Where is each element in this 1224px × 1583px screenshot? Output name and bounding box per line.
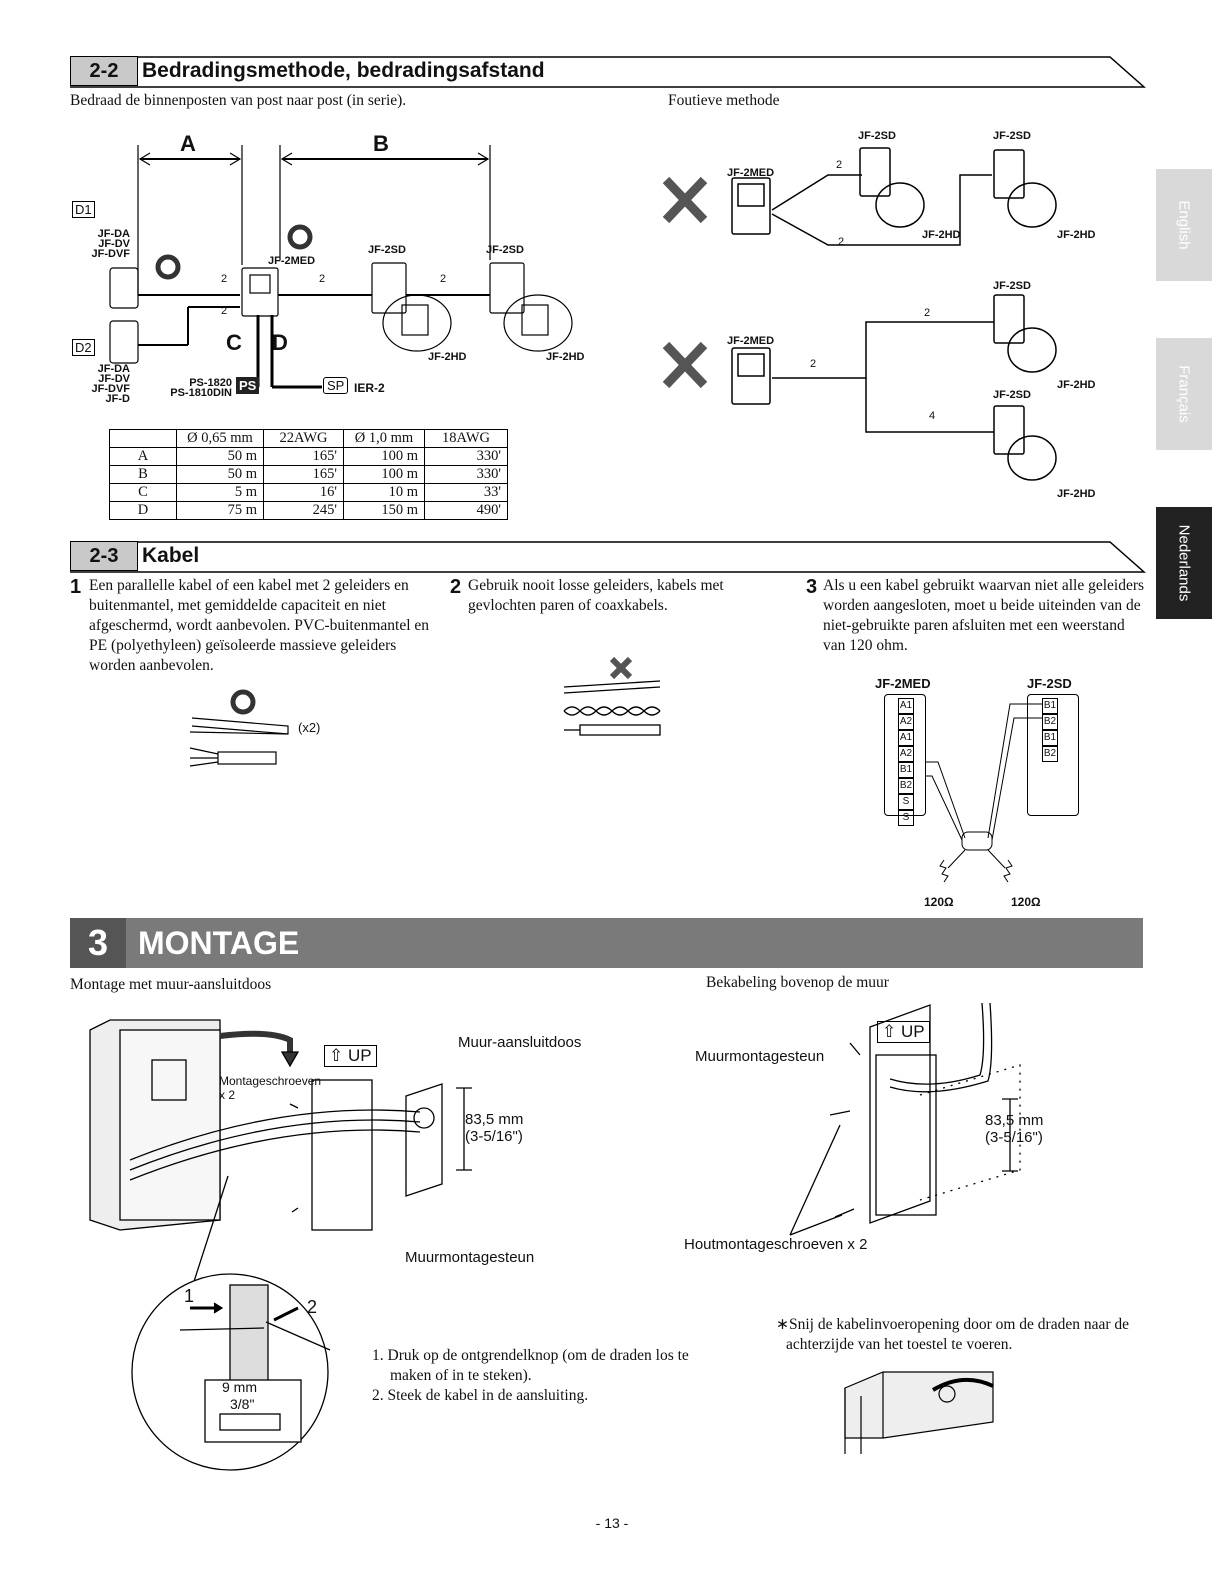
mounting-caption-left: Montage met muur-aansluitdoos — [70, 976, 272, 993]
label-d: D — [272, 330, 288, 355]
wiring-intro: Bedraad de binnenposten van post naar post (in serie). — [70, 92, 407, 109]
table-header-row: Ø 0,65 mm 22AWG Ø 1,0 mm 18AWG — [110, 430, 508, 448]
cable-entry-illustration — [843, 1368, 1013, 1458]
section-2-2-header — [70, 56, 1145, 86]
strip-length-in: 3/8" — [230, 1396, 255, 1412]
tab-francais[interactable]: Français — [1156, 338, 1212, 450]
master-label: JF-2MED — [268, 255, 316, 267]
section-number: 2-3 — [70, 541, 138, 571]
terminal-list: B1 B2 B1 B2 — [1042, 698, 1078, 762]
dim-in-right: (3-5/16") — [985, 1129, 1043, 1146]
speaker-label: IER-2 — [354, 381, 385, 395]
d1-box: D1 — [72, 201, 95, 218]
sp-box: SP — [323, 377, 348, 394]
cable-item-3 — [806, 576, 1146, 656]
section-number: 2-2 — [70, 56, 138, 86]
step-2-marker: 2 — [307, 1297, 318, 1317]
wrong-master-label: JF-2MED — [727, 167, 775, 179]
wire-count: 2 — [319, 273, 326, 285]
wire-count: 2 — [440, 273, 447, 285]
wall-box-mounting-illustration — [80, 1000, 600, 1480]
cable-item-1 — [70, 576, 440, 676]
section-number: 3 — [70, 918, 126, 968]
strip-length-mm: 9 mm — [222, 1379, 257, 1395]
d1-models: JF-DA JF-DV JF-DVF — [91, 228, 130, 260]
wrong-handset-label: JF-2HD — [1057, 488, 1096, 500]
ps-box: PS — [236, 377, 259, 394]
resistor-label: 120Ω — [924, 895, 954, 909]
wire-count: 4 — [929, 410, 936, 422]
wrong-sub-label: JF-2SD — [993, 130, 1031, 142]
page-number: - 13 - — [595, 1515, 629, 1531]
wood-screws-label: Houtmontageschroeven x 2 — [684, 1236, 868, 1253]
wrong-sub-label: JF-2SD — [993, 389, 1031, 401]
section-title: Kabel — [142, 544, 200, 567]
wrong-handset-label: JF-2HD — [1057, 379, 1096, 391]
wrong-method-caption: Foutieve methode — [668, 92, 780, 109]
wire-count: 2 — [838, 236, 845, 248]
table-row: B 50 m 165' 100 m 330' — [110, 466, 508, 484]
item-number: 2 — [450, 576, 462, 598]
ps-models: PS-1820 PS-1810DIN — [170, 377, 232, 399]
section-title: MONTAGE — [138, 925, 300, 961]
d2-box: D2 — [72, 339, 95, 356]
wire-count: 2 — [924, 307, 931, 319]
cable-entry-note: ∗Snij de kabelinvoeropening door om de draden naar de achterzijde van het toestel te voeren. — [776, 1316, 1130, 1353]
step-1-marker: 1 — [184, 1286, 195, 1306]
wrong-handset-label: JF-2HD — [1057, 229, 1096, 241]
tab-english[interactable]: English — [1156, 169, 1212, 281]
sub-label-2: JF-2SD — [486, 244, 524, 256]
wire-count: 2 — [221, 273, 228, 285]
sub-label-1: JF-2SD — [368, 244, 406, 256]
d2-models: JF-DA JF-DV JF-DVF JF-D — [91, 363, 130, 405]
dim-mm: 83,5 mm — [465, 1111, 524, 1128]
dim-a-label: A — [180, 131, 196, 156]
terminator-wiring — [900, 700, 1100, 870]
mounting-screws-label: Montageschroeven x 2 — [219, 1074, 322, 1102]
handset-label-1: JF-2HD — [428, 351, 467, 363]
item-number: 3 — [806, 576, 818, 598]
wrong-sub-label: JF-2SD — [858, 130, 896, 142]
resistor-label: 120Ω — [1011, 895, 1041, 909]
distance-table — [109, 429, 508, 520]
cable-x2: (x2) — [298, 720, 321, 735]
wrong-handset-label: JF-2HD — [922, 229, 961, 241]
section-3-header — [70, 918, 1143, 968]
wall-box-label: Muur-aansluitdoos — [458, 1034, 582, 1051]
step-1: 1. Druk op de ontgrendelknop (om de draden los te maken of in te steken). — [372, 1347, 689, 1384]
bracket-label-right: Muurmontagesteun — [695, 1048, 825, 1065]
section-header-line — [70, 541, 1145, 573]
terminal-list: A1 A2 A1 A2 B1 B2 S S — [898, 698, 925, 826]
item-text: Een parallelle kabel of een kabel met 2 geleiders en buitenmantel, met gemiddelde capaciteit en niet afgeschermd, wordt aanbevolen. PVC-buitenmantel en PE (polyethyleen) geïsoleerde massieve geleiders worden aanbevolen. — [89, 577, 430, 674]
label-c: C — [226, 330, 242, 355]
dim-b-label: B — [373, 131, 389, 156]
wrong-master-label: JF-2MED — [727, 335, 775, 347]
term-master-label: JF-2MED — [875, 676, 931, 691]
wire-count: 2 — [221, 305, 228, 317]
section-2-3-header — [70, 541, 1145, 571]
item-number: 1 — [70, 576, 82, 598]
wrong-sub-label: JF-2SD — [993, 280, 1031, 292]
wiring-steps — [372, 1346, 712, 1406]
table-row: D 75 m 245' 150 m 490' — [110, 502, 508, 520]
step-2: 2. Steek de kabel in de aansluiting. — [372, 1387, 589, 1404]
cable-item-2 — [450, 576, 780, 616]
table-row: A 50 m 165' 100 m 330' — [110, 448, 508, 466]
dim-in: (3-5/16") — [465, 1128, 523, 1145]
up-marker-right: ⇧ UP — [877, 1021, 930, 1043]
up-marker: ⇧ UP — [324, 1045, 377, 1067]
item-text: Als u een kabel gebruikt waarvan niet alle geleiders worden aangesloten, moet u beide uiteinden van de niet-gebruikte paren afsluiten met een weerstand van 120 ohm. — [823, 577, 1145, 654]
tab-nederlands[interactable]: Nederlands — [1156, 507, 1212, 619]
wire-count: 2 — [810, 358, 817, 370]
term-sub-label: JF-2SD — [1027, 676, 1072, 691]
wire-count: 2 — [836, 159, 843, 171]
item-text: Gebruik nooit losse geleiders, kabels met gevlochten paren of coaxkabels. — [468, 577, 724, 614]
dim-mm-right: 83,5 mm — [985, 1112, 1044, 1129]
mounting-caption-right: Bekabeling bovenop de muur — [706, 974, 889, 991]
cable-illustration-wrong — [560, 655, 670, 745]
bracket-label: Muurmontagesteun — [405, 1249, 535, 1266]
handset-label-2: JF-2HD — [546, 351, 585, 363]
table-row: C 5 m 16' 10 m 33' — [110, 484, 508, 502]
section-title: Bedradingsmethode, bedradingsafstand — [142, 59, 545, 82]
